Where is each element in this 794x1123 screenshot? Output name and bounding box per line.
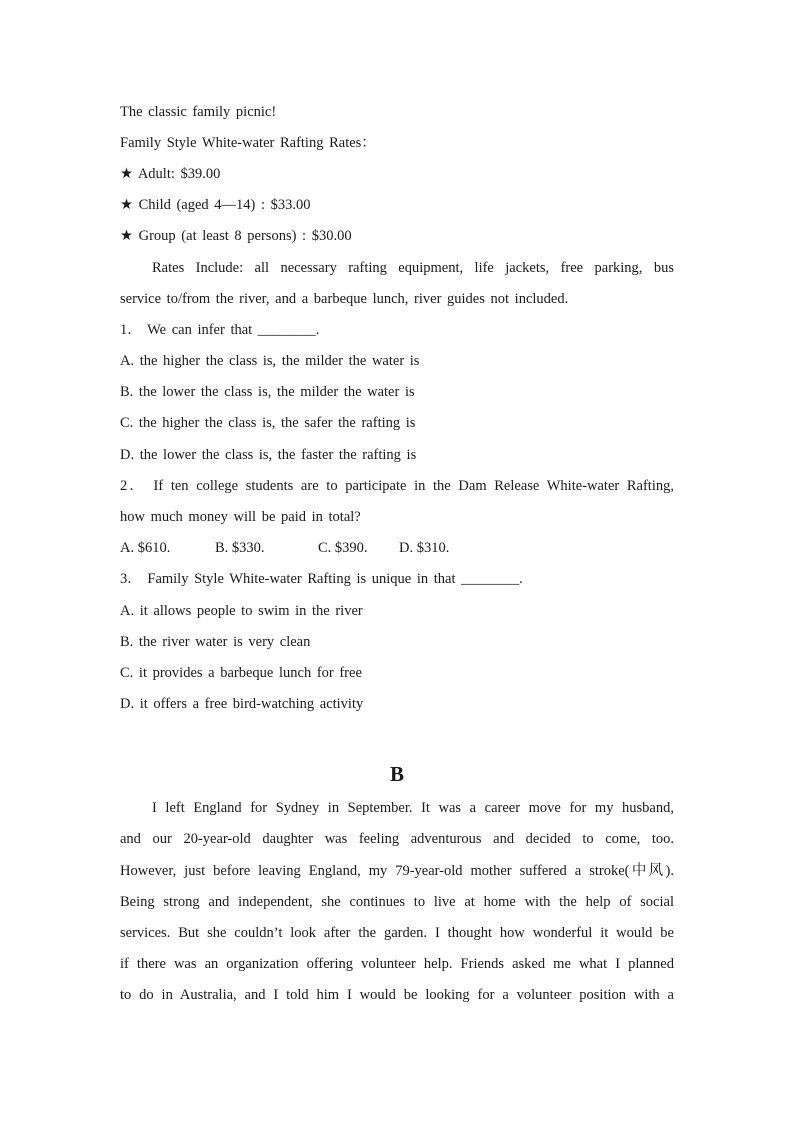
section-b-heading: B xyxy=(389,762,404,786)
question-3-option-c: C. it provides a barbeque lunch for free xyxy=(120,665,362,681)
question-2-option-d: D. $310. xyxy=(399,540,450,556)
rates-title: Family Style White-water Rafting Rates： xyxy=(120,135,376,151)
question-1-option-b: B. the lower the class is, the milder the water is xyxy=(120,384,415,400)
question-3-stem: 3． Family Style White-water Rafting is unique in that ________. xyxy=(120,571,523,587)
rate-adult: ★ Adult: $39.00 xyxy=(120,166,221,182)
question-3-option-d: D. it offers a free bird-watching activity xyxy=(120,696,364,712)
passage-b-line-2: and our 20-year-old daughter was feeling adventurous and decided to come, too. xyxy=(120,831,674,847)
passage-b-line-1: I left England for Sydney in September. It was a career move for my husband, xyxy=(152,800,674,816)
question-1-stem: 1． We can infer that ________. xyxy=(120,322,320,338)
rate-child: ★ Child (aged 4—14) : $33.00 xyxy=(120,197,311,213)
passage-b-line-7: to do in Australia, and I told him I would be looking for a volunteer position with a xyxy=(120,987,674,1003)
rates-include-line-2: service to/from the river, and a barbeque lunch, river guides not included. xyxy=(120,291,569,307)
intro-text: The classic family picnic! xyxy=(120,104,277,120)
passage-b-line-4: Being strong and independent, she continues to live at home with the help of social xyxy=(120,894,674,910)
question-3-option-b: B. the river water is very clean xyxy=(120,634,311,650)
passage-b-line-3: However, just before leaving England, my 79-year-old mother suffered a stroke(中风). xyxy=(120,863,674,879)
question-2-option-b: B. $330. xyxy=(215,540,265,556)
question-3-option-a: A. it allows people to swim in the river xyxy=(120,603,363,619)
question-1-option-a: A. the higher the class is, the milder the water is xyxy=(120,353,420,369)
passage-b-line-5: services. But she couldn’t look after the garden. I thought how wonderful it would be xyxy=(120,925,674,941)
passage-b-line-6: if there was an organization offering volunteer help. Friends asked me what I planned xyxy=(120,956,674,972)
question-2-option-c: C. $390. xyxy=(318,540,368,556)
question-2-option-a: A. $610. xyxy=(120,540,171,556)
question-2-stem-line-1: 2． If ten college students are to participate in the Dam Release White-water Rafting, xyxy=(120,478,674,494)
question-1-option-d: D. the lower the class is, the faster the rafting is xyxy=(120,447,417,463)
rate-group: ★ Group (at least 8 persons) : $30.00 xyxy=(120,228,352,244)
rates-include-line-1: Rates Include: all necessary rafting equipment, life jackets, free parking, bus xyxy=(152,260,674,276)
question-2-stem-line-2: how much money will be paid in total? xyxy=(120,509,361,525)
question-1-option-c: C. the higher the class is, the safer the rafting is xyxy=(120,415,416,431)
